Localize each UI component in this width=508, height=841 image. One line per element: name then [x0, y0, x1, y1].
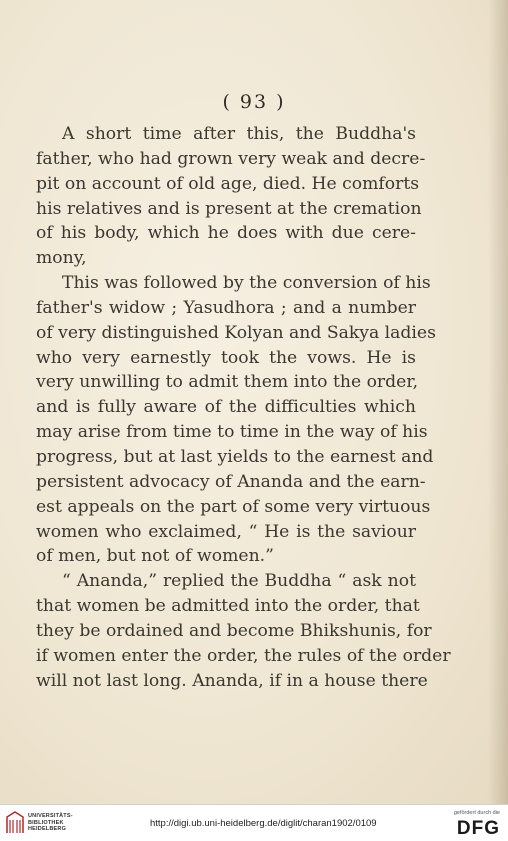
text-line: his relatives and is present at the cremation: [36, 198, 422, 219]
permalink-url[interactable]: http://digi.ub.uni-heidelberg.de/diglit/charan1902/0109: [150, 818, 377, 829]
page-edge-shadow: [488, 0, 508, 804]
text-line: father, who had grown very weak and decre-: [36, 148, 426, 169]
text-line: very unwilling to admit them into the order,: [36, 372, 419, 393]
text-line: pit on account of old age, died. He comforts: [36, 173, 420, 194]
text-line: “ Ananda,” replied the Buddha “ ask not: [62, 571, 416, 592]
text-line: may arise from time to time in the way of his: [36, 422, 428, 443]
text-line: progress, but at last yields to the earnest and: [36, 446, 434, 467]
text-line: if women enter the order, the rules of the order: [36, 645, 451, 666]
library-name: UNIVERSITÄTS- BIBLIOTHEK HEIDELBERG: [28, 813, 73, 832]
text-line: est appeals on the part of some very virtuous: [36, 496, 431, 517]
body-text: [36, 122, 451, 693]
text-line: of men, but not of women.”: [36, 546, 274, 567]
text-line: mony,: [36, 248, 87, 269]
footer-bar: [0, 804, 508, 841]
text-line: that women be admitted into the order, that: [36, 596, 420, 617]
text-line: who very earnestly took the vows. He is: [36, 347, 416, 368]
text-line: This was followed by the conversion of his: [62, 273, 431, 294]
text-line: of very distinguished Kolyan and Sakya ladies: [36, 322, 436, 343]
library-logo-icon: [6, 811, 24, 835]
funder-caption: gefördert durch die: [453, 810, 500, 816]
dfg-logo: DFG: [456, 818, 500, 839]
page-number: ( 93 ): [222, 91, 286, 113]
text-line: A short time after this, the Buddha's: [62, 124, 416, 144]
text-line: women who exclaimed, “ He is the saviour: [36, 521, 416, 542]
text-line: father's widow ; Yasudhora ; and a number: [36, 297, 416, 318]
text-line: and is fully aware of the difficulties which: [36, 397, 416, 418]
text-line: of his body, which he does with due cere-: [36, 223, 416, 244]
text-line: persistent advocacy of Ananda and the earn-: [36, 471, 426, 492]
text-line: will not last long. Ananda, if in a house there: [36, 670, 428, 691]
text-line: they be ordained and become Bhikshunis, for: [36, 620, 432, 641]
